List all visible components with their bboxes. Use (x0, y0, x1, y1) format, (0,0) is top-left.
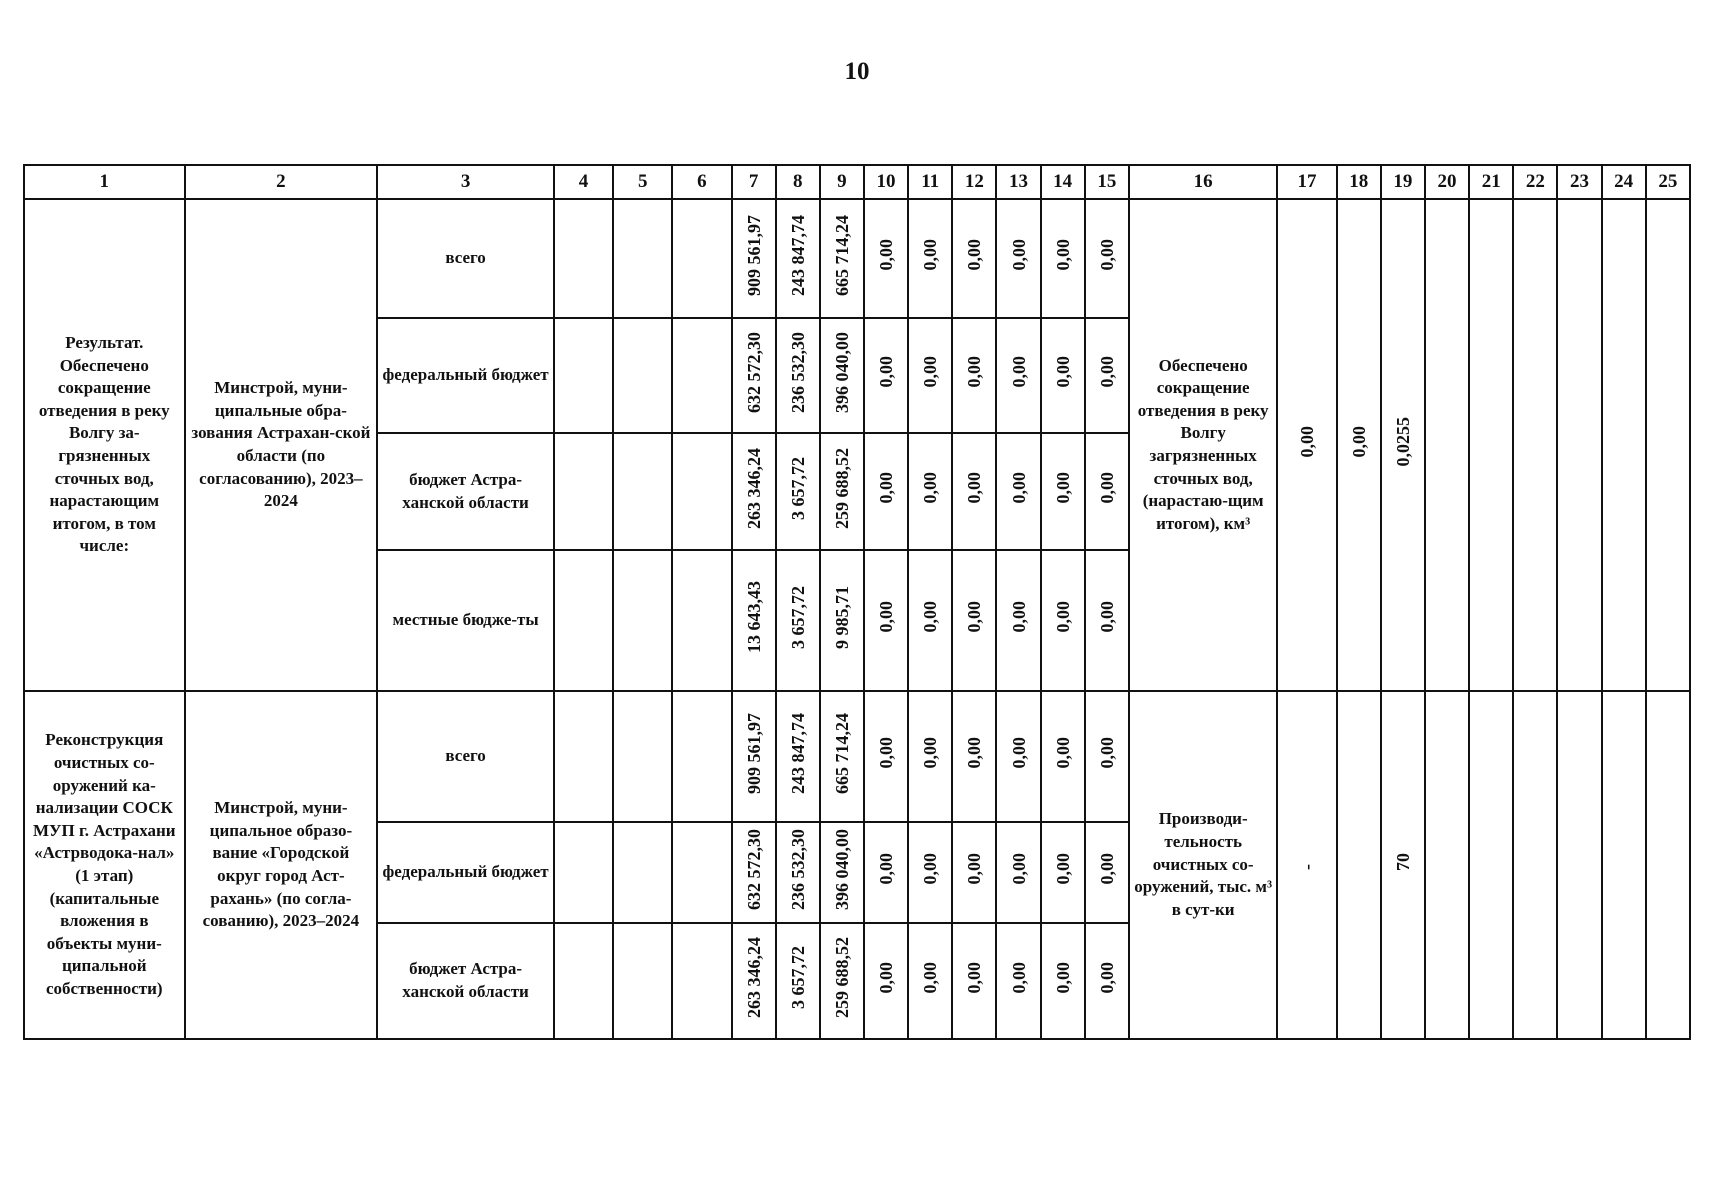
amount-cell: 236 532,30 (776, 822, 820, 923)
zero-cell: 0,00 (1085, 923, 1129, 1039)
zero-cell: 0,00 (864, 318, 908, 433)
empty-cell (554, 199, 613, 318)
empty-cell (1337, 691, 1381, 1039)
zero-cell: 0,00 (864, 433, 908, 550)
header-cell: 9 (820, 165, 864, 199)
amount-cell (776, 199, 820, 318)
amount-cell: 632 572,30 (732, 318, 776, 433)
zero-cell: 0,00 (952, 433, 996, 550)
amount-cell (732, 199, 776, 318)
amount-cell: 3 657,72 (776, 433, 820, 550)
zero-cell: 0,00 (1085, 199, 1129, 318)
zero-cell: 0,00 (996, 923, 1040, 1039)
zero-cell: 0,00 (996, 433, 1040, 550)
table-row (24, 691, 1690, 822)
amount-2024: 665 714,24 (831, 214, 852, 296)
empty-cell (554, 433, 613, 550)
amount-cell: 665 714,24 (820, 691, 864, 822)
amount-cell: 396 040,00 (820, 822, 864, 923)
empty-cell (1513, 199, 1557, 691)
zero-cell: 0,00 (908, 433, 952, 550)
header-cell: 13 (996, 165, 1040, 199)
value-cell: 0,00 (1277, 199, 1336, 691)
zero-cell: 0,00 (908, 550, 952, 691)
empty-cell (613, 923, 672, 1039)
funding-label: всего (377, 691, 554, 822)
result-cell (24, 199, 185, 691)
empty-cell (672, 433, 731, 550)
amount-cell: 396 040,00 (820, 318, 864, 433)
amount-2023: 243 847,74 (787, 214, 808, 296)
funding-label: федеральный бюджет (377, 822, 554, 923)
header-cell: 23 (1557, 165, 1601, 199)
table-row (24, 199, 1690, 318)
empty-cell (613, 691, 672, 822)
empty-cell (1646, 199, 1690, 691)
zero-cell: 0,00 (1041, 822, 1085, 923)
zero-cell: 0,00 (1041, 550, 1085, 691)
header-cell: 20 (1425, 165, 1469, 199)
indicator-text: Производи-тельность очистных со-оружений, тыс. м³ в сут-ки (1134, 809, 1273, 919)
zero-cell: 0,00 (908, 923, 952, 1039)
header-cell: 12 (952, 165, 996, 199)
header-cell: 8 (776, 165, 820, 199)
zero-cell: 0,00 (1041, 691, 1085, 822)
zero-cell: 0,00 (1085, 550, 1129, 691)
empty-cell (1469, 691, 1513, 1039)
amount-cell: 13 643,43 (732, 550, 776, 691)
amount-cell: 263 346,24 (732, 923, 776, 1039)
empty-cell (613, 822, 672, 923)
zero-cell: 0,00 (1041, 199, 1085, 318)
funding-label: местные бюдже-ты (377, 550, 554, 691)
header-cell: 2 (185, 165, 378, 199)
empty-cell (554, 822, 613, 923)
zero-cell: 0,00 (952, 691, 996, 822)
header-cell: 22 (1513, 165, 1557, 199)
empty-cell (672, 691, 731, 822)
funding-label: всего (377, 199, 554, 318)
zero-cell: 0,00 (952, 550, 996, 691)
header-cell: 24 (1602, 165, 1646, 199)
page-number: 10 (844, 58, 870, 85)
budget-table (23, 164, 1691, 1040)
amount-cell (820, 199, 864, 318)
amount-cell: 263 346,24 (732, 433, 776, 550)
empty-cell (1557, 199, 1601, 691)
indicator-cell (1129, 691, 1278, 1039)
zero-cell: 0,00 (952, 822, 996, 923)
zero-cell: 0,00 (908, 199, 952, 318)
amount-total: 909 561,97 (743, 214, 764, 296)
empty-cell (613, 318, 672, 433)
zero-cell: 0,00 (952, 318, 996, 433)
responsible-cell (185, 691, 378, 1039)
amount-cell: 3 657,72 (776, 923, 820, 1039)
header-cell: 14 (1041, 165, 1085, 199)
empty-cell (554, 923, 613, 1039)
zero-cell: 0,00 (1041, 923, 1085, 1039)
zero-cell: 0,00 (1085, 822, 1129, 923)
empty-cell (1646, 691, 1690, 1039)
empty-cell (554, 318, 613, 433)
zero-cell: 0,00 (1041, 318, 1085, 433)
empty-cell (1425, 199, 1469, 691)
indicator-cell (1129, 199, 1278, 691)
responsible-text: Минстрой, муни-ципальное образо-вание «Городской округ город Аст-рахань» (по согла-сованию), 2023–2024 (202, 798, 360, 931)
header-cell: 21 (1469, 165, 1513, 199)
zero-cell: 0,00 (1085, 691, 1129, 822)
header-cell: 15 (1085, 165, 1129, 199)
zero-cell: 0,00 (996, 550, 1040, 691)
header-cell: 6 (672, 165, 731, 199)
zero-cell: 0,00 (864, 691, 908, 822)
zero-cell: 0,00 (864, 822, 908, 923)
indicator-text: Обеспечено сокращение отведения в реку Волгу загрязненных сточных вод, (нарастаю-щим итогом), км³ (1137, 355, 1269, 533)
header-cell: 1 (24, 165, 185, 199)
empty-cell (613, 199, 672, 318)
zero-cell: 0,00 (996, 318, 1040, 433)
zero-cell: 0,00 (864, 923, 908, 1039)
amount-cell: 632 572,30 (732, 822, 776, 923)
header-cell: 7 (732, 165, 776, 199)
header-row (24, 165, 1690, 199)
funding-label: бюджет Астра-ханской области (377, 923, 554, 1039)
empty-cell (672, 199, 731, 318)
header-cell: 3 (377, 165, 554, 199)
zero-cell: 0,00 (952, 923, 996, 1039)
empty-cell (554, 691, 613, 822)
responsible-text: Минстрой, муни-ципальные обра-зования Астрахан-ской области (по согласованию), 2023–2024 (191, 378, 371, 511)
amount-cell: 3 657,72 (776, 550, 820, 691)
value-cell: 70 (1381, 691, 1425, 1039)
zero-cell: 0,00 (864, 550, 908, 691)
zero-cell: 0,00 (908, 822, 952, 923)
zero-cell: 0,00 (996, 822, 1040, 923)
header-cell: 19 (1381, 165, 1425, 199)
empty-cell (672, 822, 731, 923)
header-cell: 16 (1129, 165, 1278, 199)
amount-cell: 909 561,97 (732, 691, 776, 822)
empty-cell (1602, 199, 1646, 691)
zero-cell: 0,00 (1085, 433, 1129, 550)
value-cell: 0,00 (1337, 199, 1381, 691)
value-cell: 0,0255 (1381, 199, 1425, 691)
empty-cell (672, 923, 731, 1039)
amount-cell: 243 847,74 (776, 691, 820, 822)
zero-cell: 0,00 (1041, 433, 1085, 550)
zero-cell: 0,00 (952, 199, 996, 318)
value-cell: - (1277, 691, 1336, 1039)
amount-cell: 236 532,30 (776, 318, 820, 433)
amount-cell: 259 688,52 (820, 923, 864, 1039)
zero-cell: 0,00 (1085, 318, 1129, 433)
empty-cell (672, 550, 731, 691)
empty-cell (1469, 199, 1513, 691)
empty-cell (1557, 691, 1601, 1039)
result-text: Реконструкция очистных со-оружений ка-нализации СОСК МУП г. Астрахани «Астрводока-нал» (1 этап) (капитальные вложения в объекты муни-ципальной собственности) (33, 730, 176, 999)
zero-cell: 0,00 (996, 199, 1040, 318)
result-cell (24, 691, 185, 1039)
zero-cell: 0,00 (996, 691, 1040, 822)
header-cell: 5 (613, 165, 672, 199)
header-cell: 4 (554, 165, 613, 199)
funding-label: федеральный бюджет (377, 318, 554, 433)
empty-cell (1425, 691, 1469, 1039)
empty-cell (613, 433, 672, 550)
empty-cell (1513, 691, 1557, 1039)
header-cell: 11 (908, 165, 952, 199)
funding-label: бюджет Астра-ханской области (377, 433, 554, 550)
zero-cell: 0,00 (908, 691, 952, 822)
header-cell: 10 (864, 165, 908, 199)
header-cell: 25 (1646, 165, 1690, 199)
empty-cell (1602, 691, 1646, 1039)
header-cell: 18 (1337, 165, 1381, 199)
responsible-cell (185, 199, 378, 691)
amount-cell: 9 985,71 (820, 550, 864, 691)
header-cell: 17 (1277, 165, 1336, 199)
empty-cell (613, 550, 672, 691)
zero-cell: 0,00 (864, 199, 908, 318)
result-text: Результат. Обеспечено сокращение отведения в реку Волгу за-грязненных сточных вод, нарастающим итогом, в том числе: (38, 332, 170, 556)
amount-cell: 259 688,52 (820, 433, 864, 550)
empty-cell (554, 550, 613, 691)
empty-cell (672, 318, 731, 433)
zero-cell: 0,00 (908, 318, 952, 433)
